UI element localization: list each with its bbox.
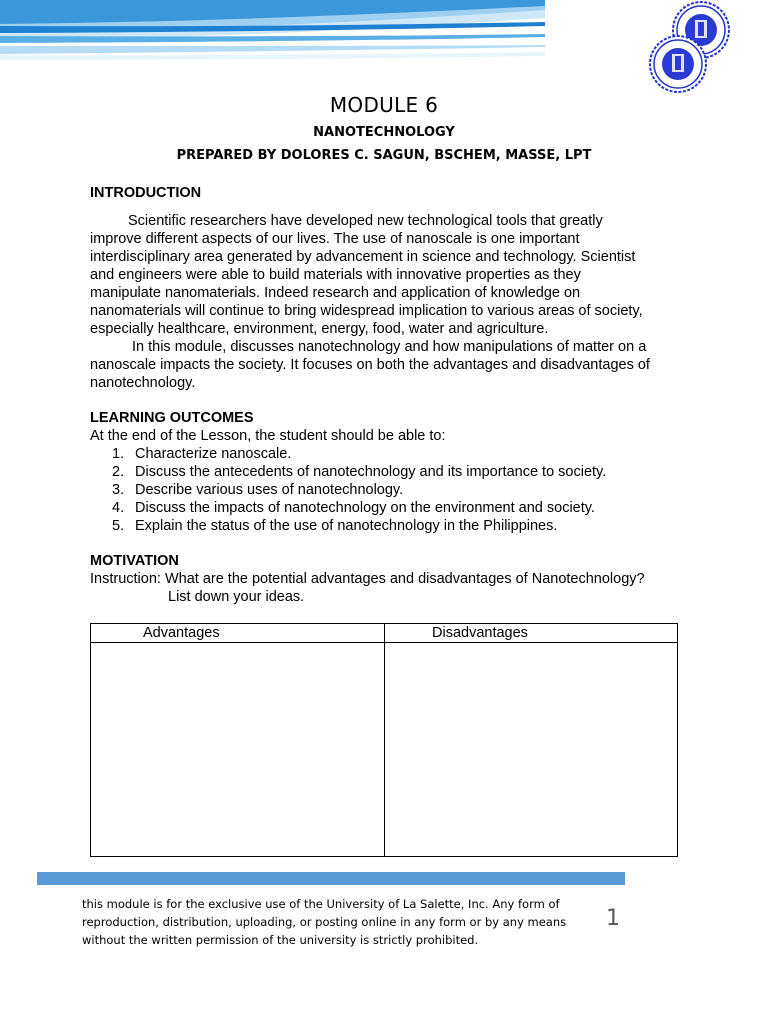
learning-outcomes-heading: LEARNING OUTCOMES	[90, 410, 254, 426]
motivation-instruction: Instruction: What are the potential advantages and disadvantages of Nanotechnology?	[90, 571, 645, 587]
header-banner	[0, 0, 545, 75]
list-item: 2. Discuss the antecedents of nanotechnology and its importance to society.	[112, 464, 607, 480]
motivation-heading: MOTIVATION	[90, 553, 179, 569]
table-column-divider	[384, 624, 385, 856]
introduction-paragraph-1: Scientific researchers have developed new technological tools that greatly improve different aspects of our lives. The use of nanoscale is one important interdisciplinary area generated by advancement in science and technology. Scientist and engineers were able to build materials with innovative properties as they manipulate nanomaterials. Indeed research and application of knowledge on nanomaterials will continue to bring widespread implication to various areas of society, especially healthcare, environment, energy, food, water and agriculture.	[90, 213, 643, 337]
introduction-paragraph-2: In this module, discusses nanotechnology and how manipulations of matter on a nanoscale impacts the society. It focuses on both the advantages and disadvantages of nanotechnology.	[90, 339, 650, 391]
learning-outcomes-intro: At the end of the Lesson, the student should be able to:	[90, 428, 446, 444]
list-item: 3. Describe various uses of nanotechnology.	[112, 482, 404, 498]
learning-outcomes-section	[90, 409, 680, 535]
page-number: 1	[606, 906, 620, 931]
module-title: MODULE 6	[329, 93, 439, 117]
list-item: 5. Explain the status of the use of nanotechnology in the Philippines.	[112, 518, 558, 534]
university-seals	[640, 0, 768, 95]
motivation-instruction-continued: List down your ideas.	[168, 589, 305, 605]
prepared-by: PREPARED BY DOLORES C. SAGUN, BSCHEM, MASSE, LPT	[176, 148, 592, 163]
copyright-notice: this module is for the exclusive use of the University of La Salette, Inc. Any form of reproduction, distribution, uploading, or posting online in any form or by any means without the written permission of the university is strictly prohibited.	[82, 897, 567, 947]
table-header-advantages: Advantages	[143, 625, 220, 641]
list-item: 1. Characterize nanoscale.	[112, 446, 292, 462]
introduction-heading: INTRODUCTION	[90, 185, 202, 201]
module-subject: NANOTECHNOLOGY	[313, 125, 455, 140]
motivation-section	[90, 552, 680, 606]
introduction-section	[90, 184, 680, 392]
list-item: 4. Discuss the impacts of nanotechnology on the environment and society.	[112, 500, 595, 516]
footer-bar	[37, 872, 625, 885]
learning-outcomes-list	[90, 445, 680, 535]
table-header-disadvantages: Disadvantages	[432, 625, 528, 641]
university-seal-icon	[650, 36, 706, 92]
advantages-disadvantages-table	[90, 623, 678, 857]
